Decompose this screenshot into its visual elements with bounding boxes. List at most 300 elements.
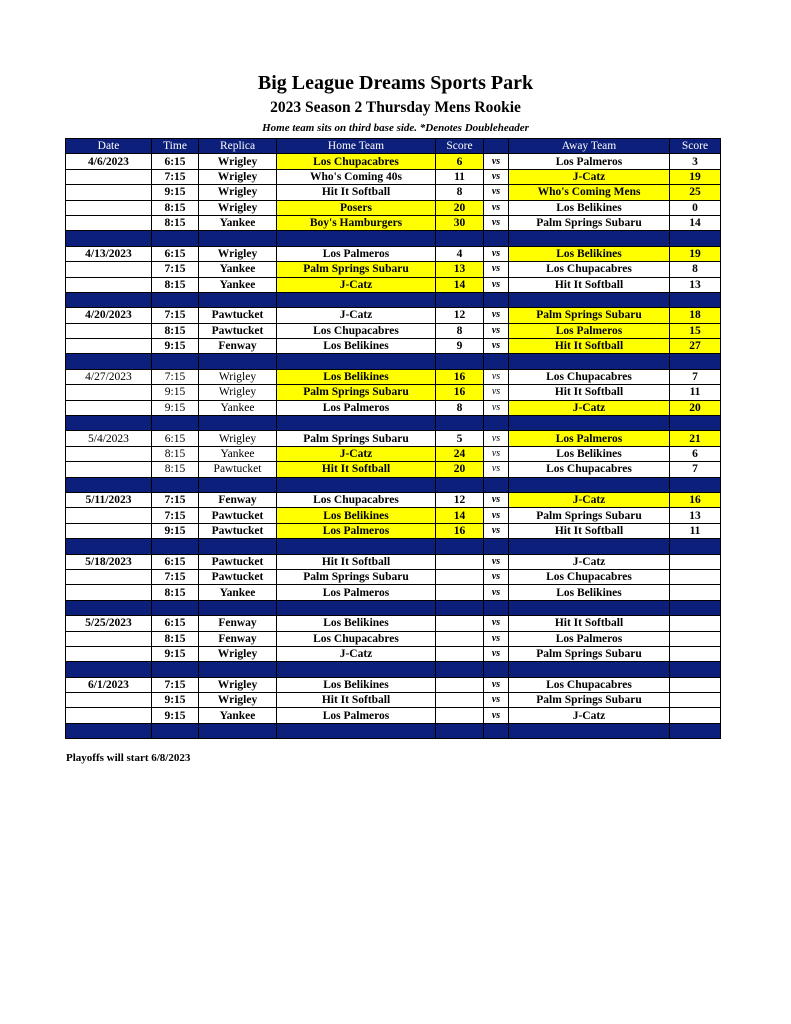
game-time: 9:15 bbox=[152, 339, 199, 354]
vs-label: vs bbox=[484, 400, 509, 415]
separator-cell bbox=[436, 292, 484, 307]
schedule-table bbox=[65, 138, 721, 739]
away-score: 7 bbox=[670, 462, 721, 477]
game-time: 6:15 bbox=[152, 154, 199, 169]
separator-cell bbox=[277, 231, 436, 246]
away-team: J-Catz bbox=[509, 554, 670, 569]
game-replica: Pawtucket bbox=[199, 323, 277, 338]
away-team: Los Chupacabres bbox=[509, 677, 670, 692]
separator-cell bbox=[484, 292, 509, 307]
home-team: Los Belikines bbox=[277, 508, 436, 523]
away-score: 15 bbox=[670, 323, 721, 338]
separator-cell bbox=[670, 416, 721, 431]
home-score bbox=[436, 708, 484, 723]
game-date bbox=[66, 708, 152, 723]
game-date bbox=[66, 323, 152, 338]
away-team: Los Chupacabres bbox=[509, 569, 670, 584]
game-replica: Yankee bbox=[199, 446, 277, 461]
game-time: 7:15 bbox=[152, 569, 199, 584]
separator-cell bbox=[484, 477, 509, 492]
game-replica: Pawtucket bbox=[199, 308, 277, 323]
away-team: Los Chupacabres bbox=[509, 462, 670, 477]
game-replica: Pawtucket bbox=[199, 554, 277, 569]
home-team: Hit It Softball bbox=[277, 554, 436, 569]
separator-cell bbox=[199, 416, 277, 431]
away-score: 13 bbox=[670, 277, 721, 292]
game-time: 6:15 bbox=[152, 554, 199, 569]
home-score: 20 bbox=[436, 200, 484, 215]
game-time: 6:15 bbox=[152, 246, 199, 261]
away-score: 7 bbox=[670, 369, 721, 384]
home-score: 5 bbox=[436, 431, 484, 446]
separator-cell bbox=[509, 662, 670, 677]
separator-cell bbox=[509, 292, 670, 307]
game-row bbox=[66, 554, 721, 569]
game-row bbox=[66, 215, 721, 230]
separator-cell bbox=[670, 292, 721, 307]
away-score: 11 bbox=[670, 523, 721, 538]
separator-cell bbox=[199, 354, 277, 369]
game-date bbox=[66, 646, 152, 661]
separator-cell bbox=[199, 600, 277, 615]
separator-cell bbox=[66, 723, 152, 738]
away-score bbox=[670, 616, 721, 631]
page-title: Big League Dreams Sports Park bbox=[257, 72, 534, 94]
separator-cell bbox=[436, 600, 484, 615]
vs-label: vs bbox=[484, 554, 509, 569]
home-score: 6 bbox=[436, 154, 484, 169]
separator-cell bbox=[509, 539, 670, 554]
week-separator bbox=[66, 231, 721, 246]
away-score: 3 bbox=[670, 154, 721, 169]
home-score: 16 bbox=[436, 523, 484, 538]
vs-label: vs bbox=[484, 369, 509, 384]
game-replica: Yankee bbox=[199, 215, 277, 230]
header-home-score: Score bbox=[436, 139, 484, 154]
home-score: 8 bbox=[436, 323, 484, 338]
vs-label: vs bbox=[484, 693, 509, 708]
home-team: Los Belikines bbox=[277, 677, 436, 692]
game-replica: Wrigley bbox=[199, 154, 277, 169]
separator-cell bbox=[436, 477, 484, 492]
away-team: J-Catz bbox=[509, 169, 670, 184]
vs-label: vs bbox=[484, 277, 509, 292]
away-team: Hit It Softball bbox=[509, 523, 670, 538]
vs-label: vs bbox=[484, 569, 509, 584]
separator-cell bbox=[277, 539, 436, 554]
separator-cell bbox=[277, 292, 436, 307]
away-team: Los Chupacabres bbox=[509, 369, 670, 384]
game-time: 7:15 bbox=[152, 492, 199, 507]
separator-cell bbox=[484, 539, 509, 554]
home-team: Hit It Softball bbox=[277, 185, 436, 200]
game-replica: Wrigley bbox=[199, 693, 277, 708]
away-score bbox=[670, 708, 721, 723]
game-time: 9:15 bbox=[152, 185, 199, 200]
separator-cell bbox=[484, 231, 509, 246]
game-date: 4/6/2023 bbox=[66, 154, 152, 169]
home-team: Los Chupacabres bbox=[277, 492, 436, 507]
away-team: Palm Springs Subaru bbox=[509, 646, 670, 661]
schedule-body bbox=[66, 154, 721, 739]
away-score: 0 bbox=[670, 200, 721, 215]
game-row bbox=[66, 246, 721, 261]
away-team: Los Belikines bbox=[509, 585, 670, 600]
separator-cell bbox=[484, 600, 509, 615]
home-score: 16 bbox=[436, 369, 484, 384]
separator-cell bbox=[199, 292, 277, 307]
away-team: Los Palmeros bbox=[509, 154, 670, 169]
home-score: 9 bbox=[436, 339, 484, 354]
game-replica: Yankee bbox=[199, 708, 277, 723]
home-team: Los Belikines bbox=[277, 339, 436, 354]
game-date bbox=[66, 215, 152, 230]
game-row bbox=[66, 446, 721, 461]
separator-cell bbox=[436, 416, 484, 431]
separator-cell bbox=[509, 477, 670, 492]
separator-cell bbox=[199, 662, 277, 677]
away-team: Palm Springs Subaru bbox=[509, 308, 670, 323]
game-time: 8:15 bbox=[152, 446, 199, 461]
vs-label: vs bbox=[484, 308, 509, 323]
game-row bbox=[66, 631, 721, 646]
separator-cell bbox=[152, 600, 199, 615]
game-row bbox=[66, 462, 721, 477]
separator-cell bbox=[509, 723, 670, 738]
game-row bbox=[66, 677, 721, 692]
game-time: 7:15 bbox=[152, 369, 199, 384]
away-team: Los Belikines bbox=[509, 446, 670, 461]
game-replica: Fenway bbox=[199, 339, 277, 354]
separator-cell bbox=[277, 477, 436, 492]
game-time: 9:15 bbox=[152, 523, 199, 538]
separator-cell bbox=[670, 723, 721, 738]
week-separator bbox=[66, 477, 721, 492]
vs-label: vs bbox=[484, 462, 509, 477]
game-date bbox=[66, 169, 152, 184]
home-team: Los Chupacabres bbox=[277, 323, 436, 338]
game-date bbox=[66, 446, 152, 461]
away-team: Los Belikines bbox=[509, 200, 670, 215]
game-time: 7:15 bbox=[152, 677, 199, 692]
vs-label: vs bbox=[484, 431, 509, 446]
home-team: Palm Springs Subaru bbox=[277, 385, 436, 400]
game-replica: Yankee bbox=[199, 400, 277, 415]
separator-cell bbox=[277, 416, 436, 431]
game-replica: Fenway bbox=[199, 492, 277, 507]
separator-cell bbox=[66, 292, 152, 307]
separator-cell bbox=[509, 354, 670, 369]
game-time: 8:15 bbox=[152, 277, 199, 292]
separator-cell bbox=[199, 231, 277, 246]
game-time: 9:15 bbox=[152, 693, 199, 708]
game-row bbox=[66, 339, 721, 354]
game-replica: Wrigley bbox=[199, 646, 277, 661]
away-score bbox=[670, 585, 721, 600]
away-score bbox=[670, 631, 721, 646]
vs-label: vs bbox=[484, 169, 509, 184]
separator-cell bbox=[66, 477, 152, 492]
game-row bbox=[66, 616, 721, 631]
separator-cell bbox=[66, 416, 152, 431]
vs-label: vs bbox=[484, 708, 509, 723]
header-time: Time bbox=[152, 139, 199, 154]
away-score: 16 bbox=[670, 492, 721, 507]
separator-cell bbox=[277, 723, 436, 738]
header-away-team: Away Team bbox=[509, 139, 670, 154]
separator-cell bbox=[670, 539, 721, 554]
vs-label: vs bbox=[484, 185, 509, 200]
vs-label: vs bbox=[484, 677, 509, 692]
home-score: 13 bbox=[436, 262, 484, 277]
home-team: Los Palmeros bbox=[277, 246, 436, 261]
game-row bbox=[66, 585, 721, 600]
separator-cell bbox=[484, 354, 509, 369]
game-date bbox=[66, 569, 152, 584]
game-date bbox=[66, 262, 152, 277]
away-score: 20 bbox=[670, 400, 721, 415]
game-date bbox=[66, 339, 152, 354]
separator-cell bbox=[277, 600, 436, 615]
game-date: 4/20/2023 bbox=[66, 308, 152, 323]
game-date: 6/1/2023 bbox=[66, 677, 152, 692]
home-score bbox=[436, 646, 484, 661]
game-date: 5/11/2023 bbox=[66, 492, 152, 507]
game-time: 6:15 bbox=[152, 431, 199, 446]
game-replica: Pawtucket bbox=[199, 462, 277, 477]
home-team: J-Catz bbox=[277, 446, 436, 461]
vs-label: vs bbox=[484, 262, 509, 277]
game-row bbox=[66, 323, 721, 338]
vs-label: vs bbox=[484, 200, 509, 215]
game-replica: Wrigley bbox=[199, 185, 277, 200]
game-replica: Wrigley bbox=[199, 169, 277, 184]
away-team: Hit It Softball bbox=[509, 277, 670, 292]
game-replica: Wrigley bbox=[199, 431, 277, 446]
home-score bbox=[436, 677, 484, 692]
home-team: Palm Springs Subaru bbox=[277, 569, 436, 584]
away-team: Palm Springs Subaru bbox=[509, 215, 670, 230]
game-date: 4/13/2023 bbox=[66, 246, 152, 261]
home-team: Los Palmeros bbox=[277, 400, 436, 415]
away-score bbox=[670, 554, 721, 569]
game-date bbox=[66, 462, 152, 477]
game-row bbox=[66, 693, 721, 708]
game-date bbox=[66, 631, 152, 646]
away-team: Hit It Softball bbox=[509, 616, 670, 631]
game-row bbox=[66, 185, 721, 200]
vs-label: vs bbox=[484, 523, 509, 538]
separator-cell bbox=[152, 539, 199, 554]
game-row bbox=[66, 431, 721, 446]
away-score: 19 bbox=[670, 169, 721, 184]
separator-cell bbox=[66, 600, 152, 615]
separator-cell bbox=[484, 662, 509, 677]
separator-cell bbox=[66, 354, 152, 369]
separator-cell bbox=[152, 416, 199, 431]
home-score bbox=[436, 631, 484, 646]
game-replica: Wrigley bbox=[199, 369, 277, 384]
away-score: 19 bbox=[670, 246, 721, 261]
header-home-team: Home Team bbox=[277, 139, 436, 154]
game-date bbox=[66, 693, 152, 708]
home-score: 11 bbox=[436, 169, 484, 184]
away-score: 6 bbox=[670, 446, 721, 461]
game-date bbox=[66, 200, 152, 215]
game-time: 8:15 bbox=[152, 323, 199, 338]
home-score: 14 bbox=[436, 277, 484, 292]
away-team: Palm Springs Subaru bbox=[509, 693, 670, 708]
game-replica: Wrigley bbox=[199, 246, 277, 261]
game-time: 8:15 bbox=[152, 462, 199, 477]
game-replica: Pawtucket bbox=[199, 523, 277, 538]
away-score: 18 bbox=[670, 308, 721, 323]
game-row bbox=[66, 400, 721, 415]
home-score: 8 bbox=[436, 400, 484, 415]
week-separator bbox=[66, 723, 721, 738]
home-team: Boy's Hamburgers bbox=[277, 215, 436, 230]
game-time: 8:15 bbox=[152, 631, 199, 646]
separator-cell bbox=[509, 231, 670, 246]
home-score: 30 bbox=[436, 215, 484, 230]
separator-cell bbox=[66, 539, 152, 554]
separator-cell bbox=[152, 723, 199, 738]
separator-cell bbox=[670, 662, 721, 677]
week-separator bbox=[66, 354, 721, 369]
game-replica: Fenway bbox=[199, 631, 277, 646]
game-row bbox=[66, 277, 721, 292]
away-team: Los Palmeros bbox=[509, 431, 670, 446]
game-time: 9:15 bbox=[152, 385, 199, 400]
home-team: Who's Coming 40s bbox=[277, 169, 436, 184]
home-team: Los Palmeros bbox=[277, 585, 436, 600]
separator-cell bbox=[436, 662, 484, 677]
schedule-note: Home team sits on third base side. *Denotes Doubleheader bbox=[262, 122, 529, 134]
separator-cell bbox=[436, 723, 484, 738]
away-score: 25 bbox=[670, 185, 721, 200]
away-score: 21 bbox=[670, 431, 721, 446]
away-team: Hit It Softball bbox=[509, 385, 670, 400]
game-replica: Wrigley bbox=[199, 200, 277, 215]
game-time: 7:15 bbox=[152, 308, 199, 323]
game-time: 7:15 bbox=[152, 169, 199, 184]
game-date bbox=[66, 523, 152, 538]
game-replica: Pawtucket bbox=[199, 569, 277, 584]
vs-label: vs bbox=[484, 508, 509, 523]
game-row bbox=[66, 154, 721, 169]
away-team: J-Catz bbox=[509, 708, 670, 723]
game-row bbox=[66, 308, 721, 323]
home-team: Los Chupacabres bbox=[277, 631, 436, 646]
game-row bbox=[66, 708, 721, 723]
home-team: Hit It Softball bbox=[277, 693, 436, 708]
separator-cell bbox=[277, 354, 436, 369]
vs-label: vs bbox=[484, 646, 509, 661]
game-date bbox=[66, 508, 152, 523]
home-team: Posers bbox=[277, 200, 436, 215]
separator-cell bbox=[152, 477, 199, 492]
week-separator bbox=[66, 600, 721, 615]
game-time: 9:15 bbox=[152, 708, 199, 723]
header-date: Date bbox=[66, 139, 152, 154]
game-row bbox=[66, 508, 721, 523]
home-score: 24 bbox=[436, 446, 484, 461]
away-team: Who's Coming Mens bbox=[509, 185, 670, 200]
separator-cell bbox=[436, 354, 484, 369]
vs-label: vs bbox=[484, 446, 509, 461]
header-away-score: Score bbox=[670, 139, 721, 154]
game-replica: Yankee bbox=[199, 585, 277, 600]
away-score bbox=[670, 693, 721, 708]
separator-cell bbox=[277, 662, 436, 677]
vs-label: vs bbox=[484, 154, 509, 169]
home-score bbox=[436, 693, 484, 708]
vs-label: vs bbox=[484, 492, 509, 507]
home-team: J-Catz bbox=[277, 277, 436, 292]
game-time: 9:15 bbox=[152, 400, 199, 415]
game-date: 4/27/2023 bbox=[66, 369, 152, 384]
game-row bbox=[66, 646, 721, 661]
game-time: 8:15 bbox=[152, 215, 199, 230]
vs-label: vs bbox=[484, 215, 509, 230]
away-team: Palm Springs Subaru bbox=[509, 508, 670, 523]
vs-label: vs bbox=[484, 616, 509, 631]
home-team: J-Catz bbox=[277, 308, 436, 323]
header-row bbox=[66, 139, 721, 154]
week-separator bbox=[66, 416, 721, 431]
separator-cell bbox=[436, 539, 484, 554]
home-score: 8 bbox=[436, 185, 484, 200]
home-team: Los Belikines bbox=[277, 369, 436, 384]
separator-cell bbox=[199, 539, 277, 554]
separator-cell bbox=[152, 354, 199, 369]
separator-cell bbox=[66, 231, 152, 246]
away-team: J-Catz bbox=[509, 492, 670, 507]
week-separator bbox=[66, 662, 721, 677]
separator-cell bbox=[509, 416, 670, 431]
away-team: Los Belikines bbox=[509, 246, 670, 261]
home-score: 14 bbox=[436, 508, 484, 523]
game-row bbox=[66, 523, 721, 538]
home-score: 12 bbox=[436, 308, 484, 323]
home-score: 12 bbox=[436, 492, 484, 507]
vs-label: vs bbox=[484, 631, 509, 646]
game-date bbox=[66, 185, 152, 200]
game-row bbox=[66, 369, 721, 384]
vs-label: vs bbox=[484, 585, 509, 600]
separator-cell bbox=[484, 416, 509, 431]
vs-label: vs bbox=[484, 323, 509, 338]
game-row bbox=[66, 262, 721, 277]
game-time: 8:15 bbox=[152, 200, 199, 215]
separator-cell bbox=[484, 723, 509, 738]
away-score bbox=[670, 646, 721, 661]
week-separator bbox=[66, 292, 721, 307]
vs-label: vs bbox=[484, 246, 509, 261]
game-replica: Pawtucket bbox=[199, 508, 277, 523]
away-score bbox=[670, 677, 721, 692]
playoffs-note: Playoffs will start 6/8/2023 bbox=[66, 752, 191, 764]
home-team: Palm Springs Subaru bbox=[277, 431, 436, 446]
away-score: 13 bbox=[670, 508, 721, 523]
away-team: Los Chupacabres bbox=[509, 262, 670, 277]
home-score: 20 bbox=[436, 462, 484, 477]
away-score: 27 bbox=[670, 339, 721, 354]
away-score bbox=[670, 569, 721, 584]
home-team: Los Palmeros bbox=[277, 708, 436, 723]
game-replica: Yankee bbox=[199, 262, 277, 277]
away-score: 14 bbox=[670, 215, 721, 230]
